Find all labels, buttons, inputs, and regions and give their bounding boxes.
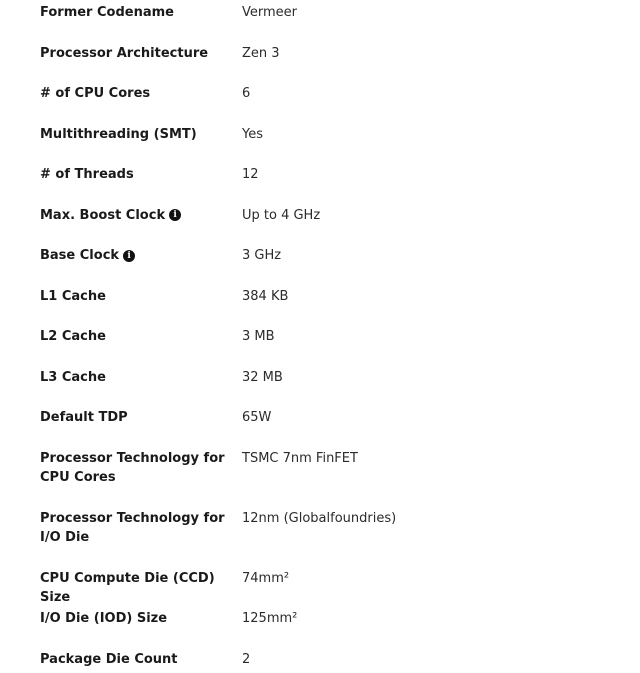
spec-label: Processor Technology for I/O Die: [40, 510, 225, 545]
spec-row-package-die-count: [40, 650, 600, 670]
spec-row-io-die-technology: [40, 509, 600, 548]
spec-row-threads: [40, 165, 600, 185]
spec-label: I/O Die (IOD) Size: [40, 611, 168, 626]
spec-value: 2: [242, 651, 251, 667]
spec-value: 3 GHz: [242, 248, 282, 263]
spec-row-default-tdp: [40, 408, 600, 428]
spec-label: L2 Cache: [40, 329, 106, 344]
spec-label: Former Codename: [40, 5, 174, 20]
info-icon[interactable]: i: [123, 250, 135, 262]
spec-label: Package Die Count: [40, 651, 178, 667]
spec-row-cpu-core-technology: [40, 449, 600, 488]
spec-label: # of Threads: [40, 167, 134, 182]
spec-value: 65W: [242, 410, 272, 425]
spec-row-multithreading: [40, 125, 600, 145]
spec-value: 6: [242, 86, 251, 101]
spec-label: Multithreading (SMT): [40, 126, 197, 142]
spec-row-l3-cache: [40, 368, 600, 388]
spec-row-base-clock: [40, 246, 600, 266]
spec-value: 12: [242, 167, 259, 182]
spec-label: Processor Architecture: [40, 45, 209, 61]
spec-label: Default TDP: [40, 410, 128, 425]
spec-row-cpu-cores: [40, 84, 600, 104]
spec-value: Zen 3: [242, 45, 280, 61]
spec-label: L1 Cache: [40, 288, 106, 304]
spec-row-max-boost-clock: [40, 206, 600, 226]
spec-label: # of CPU Cores: [40, 86, 151, 101]
spec-value: TSMC 7nm FinFET: [242, 450, 358, 466]
info-icon[interactable]: i: [169, 209, 181, 221]
spec-label: CPU Compute Die (CCD) Size: [40, 570, 215, 605]
spec-row-ccd-size: [40, 569, 600, 608]
spec-label: L3 Cache: [40, 369, 106, 385]
spec-value: 74mm²: [242, 570, 290, 586]
spec-row-iod-size: [40, 609, 600, 629]
spec-value: 125mm²: [242, 611, 298, 626]
spec-row-former-codename: [40, 3, 600, 23]
spec-row-processor-architecture: [40, 44, 600, 64]
spec-row-l1-cache: [40, 287, 600, 307]
spec-value: 12nm (Globalfoundries): [242, 510, 397, 526]
spec-value: 384 KB: [242, 288, 289, 304]
spec-value: Vermeer: [242, 5, 298, 20]
spec-value: 32 MB: [242, 369, 283, 385]
spec-value: Yes: [242, 126, 263, 142]
spec-label: Base Clock: [40, 248, 120, 263]
spec-value: Up to 4 GHz: [242, 207, 321, 223]
spec-value: 3 MB: [242, 329, 275, 344]
spec-label: Processor Technology for CPU Cores: [40, 450, 225, 485]
spec-label: Max. Boost Clock: [40, 207, 166, 223]
spec-row-l2-cache: [40, 327, 600, 347]
